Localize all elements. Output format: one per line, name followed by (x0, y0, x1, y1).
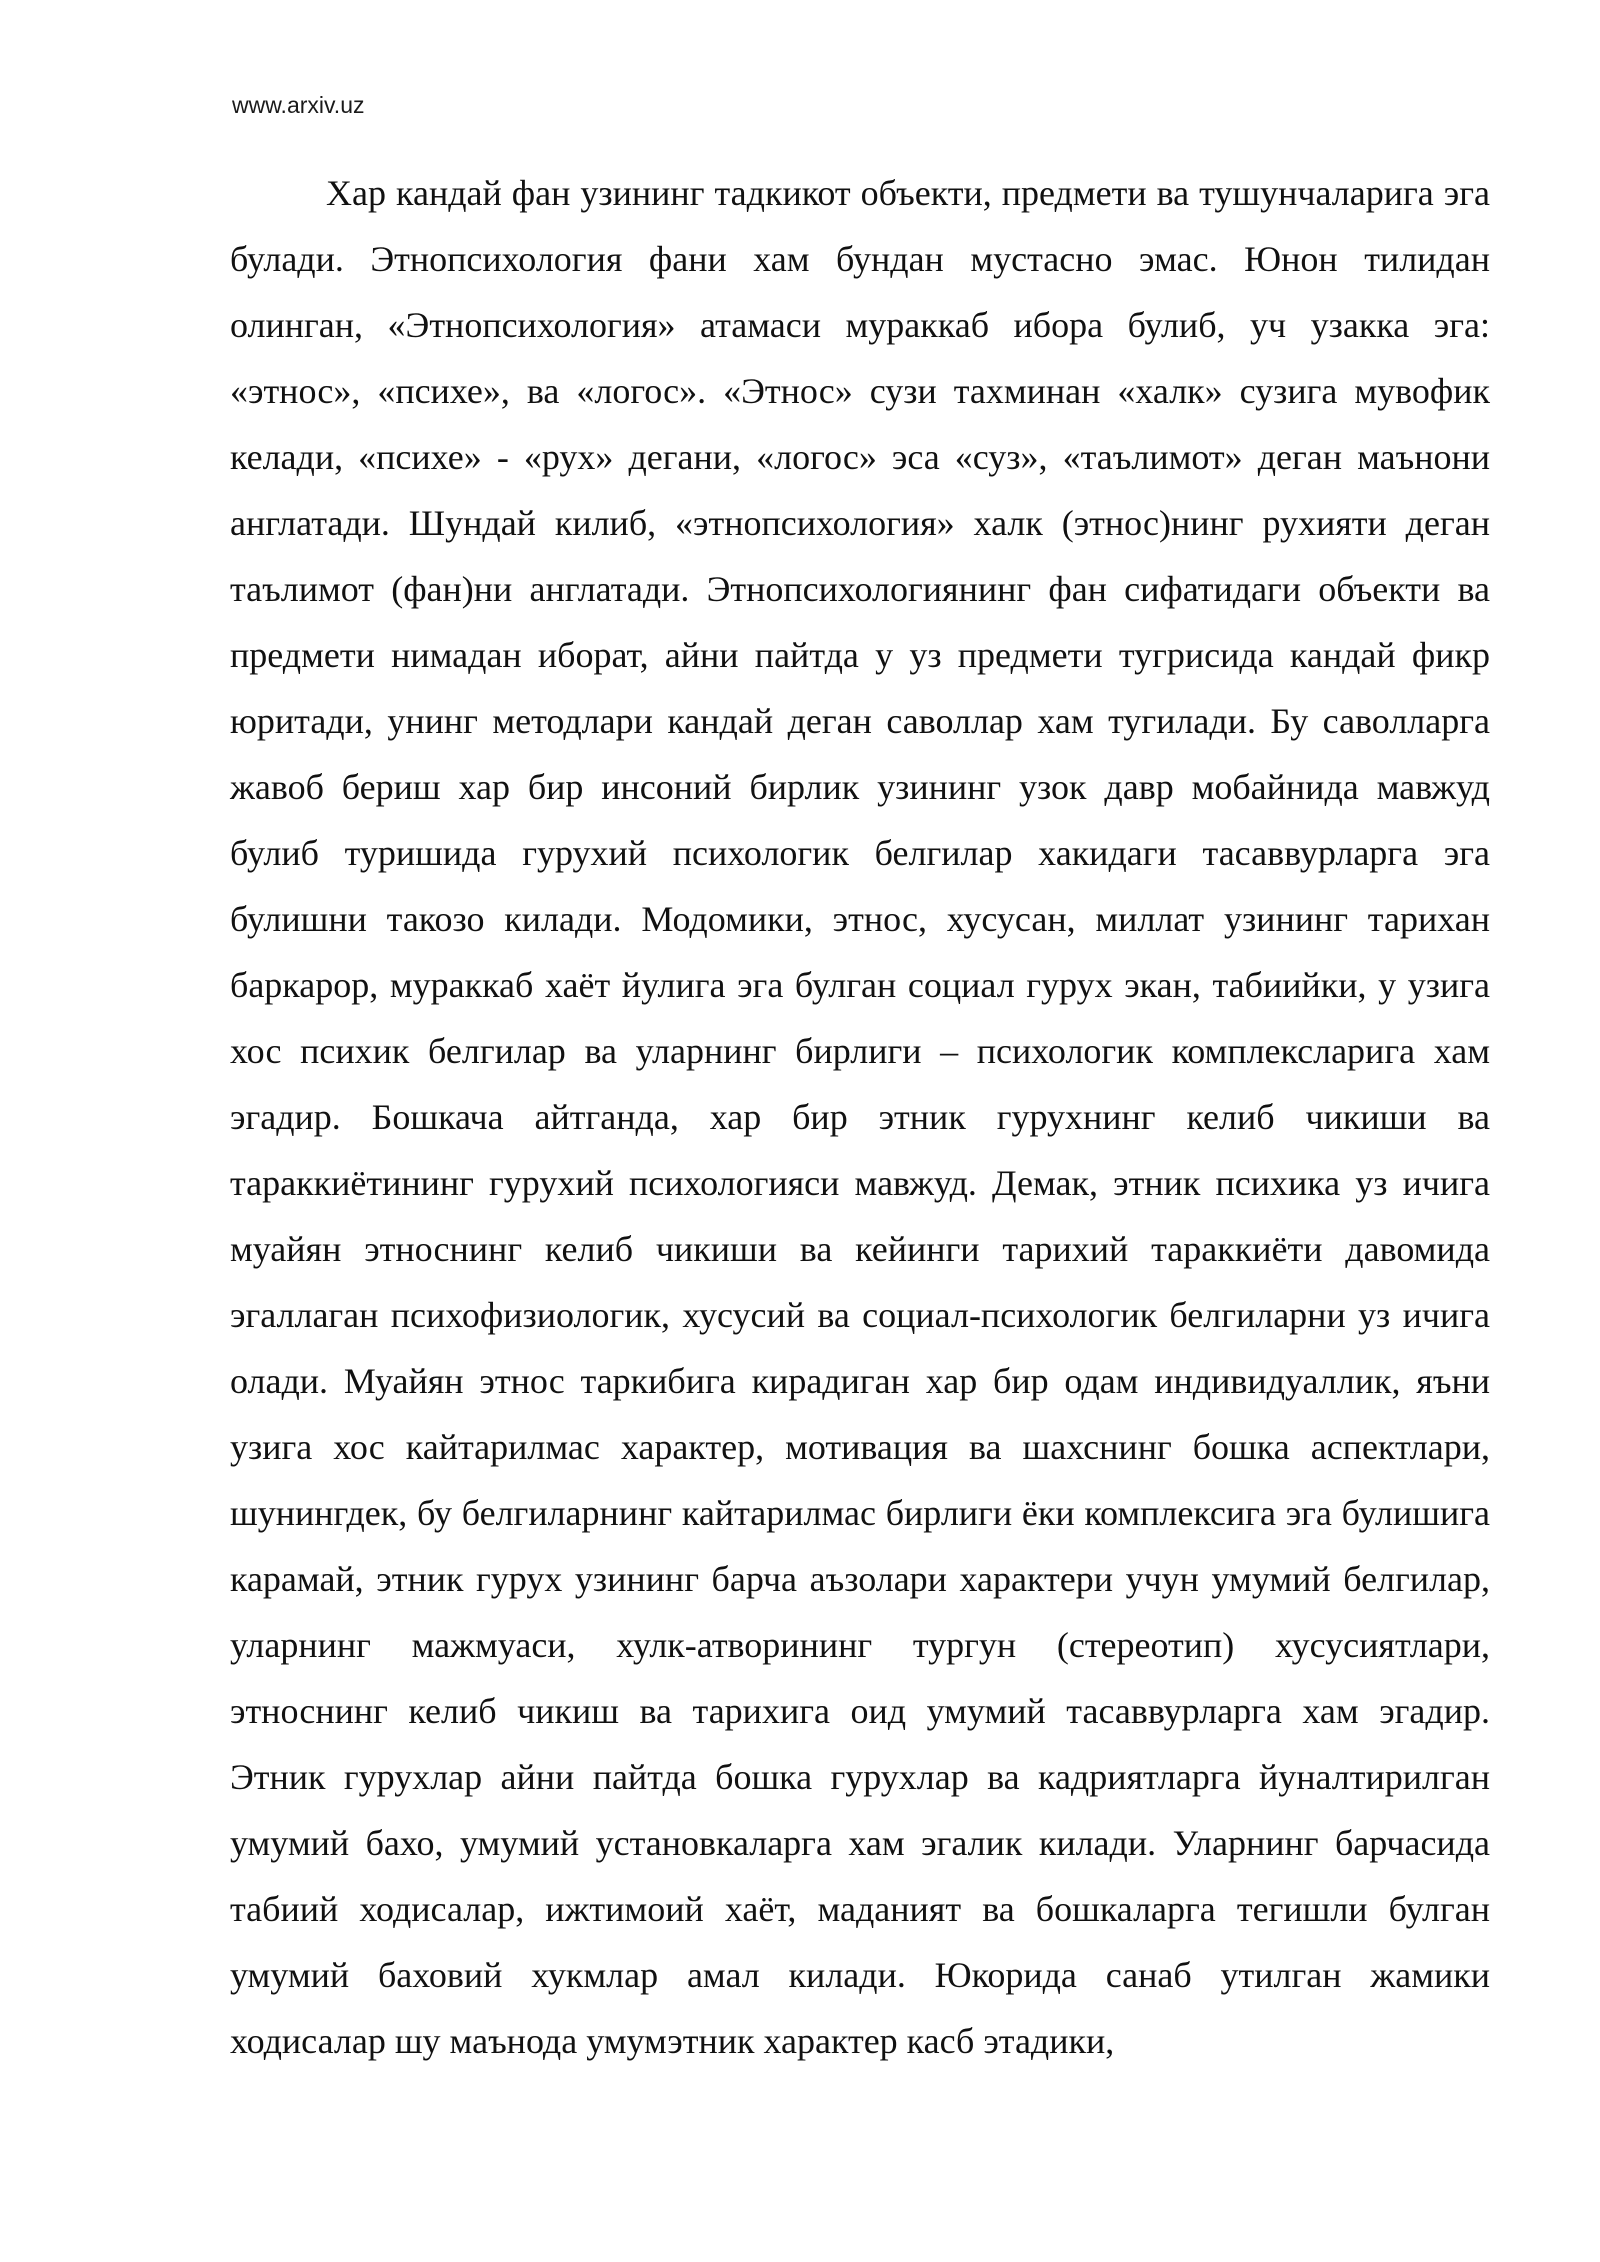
body-paragraph: Хар кандай фан узининг тадкикот объекти, предмети ва тушунчаларига эга булади. Этнопсихология фани хам бундан мустасно эмас. Юнон тилидан олинган, «Этнопсихология» атамаси мураккаб ибора булиб, уч узакка эга: «этнос», «психе», ва «логос». «Этнос» сузи тахминан «халк» сузига мувофик келади, «психе» - «рух» дегани, «логос» эса «суз», «таълимот» деган маънони англатади. Шундай килиб, «этнопсихология» халк (этнос)нинг рухияти деган таълимот (фан)ни англатади. Этнопсихологиянинг фан сифатидаги объекти ва предмети нимадан иборат, айни пайтда у уз предмети тугрисида кандай фикр юритади, унинг методлари кандай деган саволлар хам тугилади. Бу саволларга жавоб бериш хар бир инсоний бирлик узининг узок давр мобайнида мавжуд булиб туришида гурухий психологик белгилар хакидаги тасаввурларга эга булишни такозо килади. Модомики, этнос, хусусан, миллат узининг тарихан баркарор, мураккаб хаёт йулига эга булган социал гурух экан, табиийки, у узига хос психик белгилар ва уларнинг бирлиги – психологик комплексларига хам эгадир. Бошкача айтганда, хар бир этник гурухнинг келиб чикиши ва тараккиётининг гурухий психологияси мавжуд. Демак, этник психика уз ичига муайян этноснинг келиб чикиши ва кейинги тарихий тараккиёти давомида эгаллаган психофизиологик, хусусий ва социал-психологик белгиларни уз ичига олади. Муайян этнос таркибига кирадиган хар бир одам индивидуаллик, яъни узига хос кайтарилмас характер, мотивация ва шахснинг бошка аспектлари, шунингдек, бу белгиларнинг кайтарилмас бирлиги ёки комплексига эга булишига карамай, этник гурух узининг барча аъзолари характери учун умумий белгилар, уларнинг мажмуаси, хулк-атворининг тургун (стереотип) хусусиятлари, этноснинг келиб чикиш ва тарихига оид умумий тасаввурларга хам эгадир. Этник гурухлар айни пайтда бошка гурухлар ва кадриятларга йуналтирилган умумий бахо, умумий установкаларга хам эгалик килади. Уларнинг барчасида табиий ходисалар, ижтимоий хаёт, маданият ва бошкаларга тегишли булган умумий баховий хукмлар амал килади. Юкорида санаб утилган жамики ходисалар шу маънода умумэтник характер касб этадики, (230, 173, 1490, 2061)
site-header-url: www.arxiv.uz (232, 92, 365, 118)
